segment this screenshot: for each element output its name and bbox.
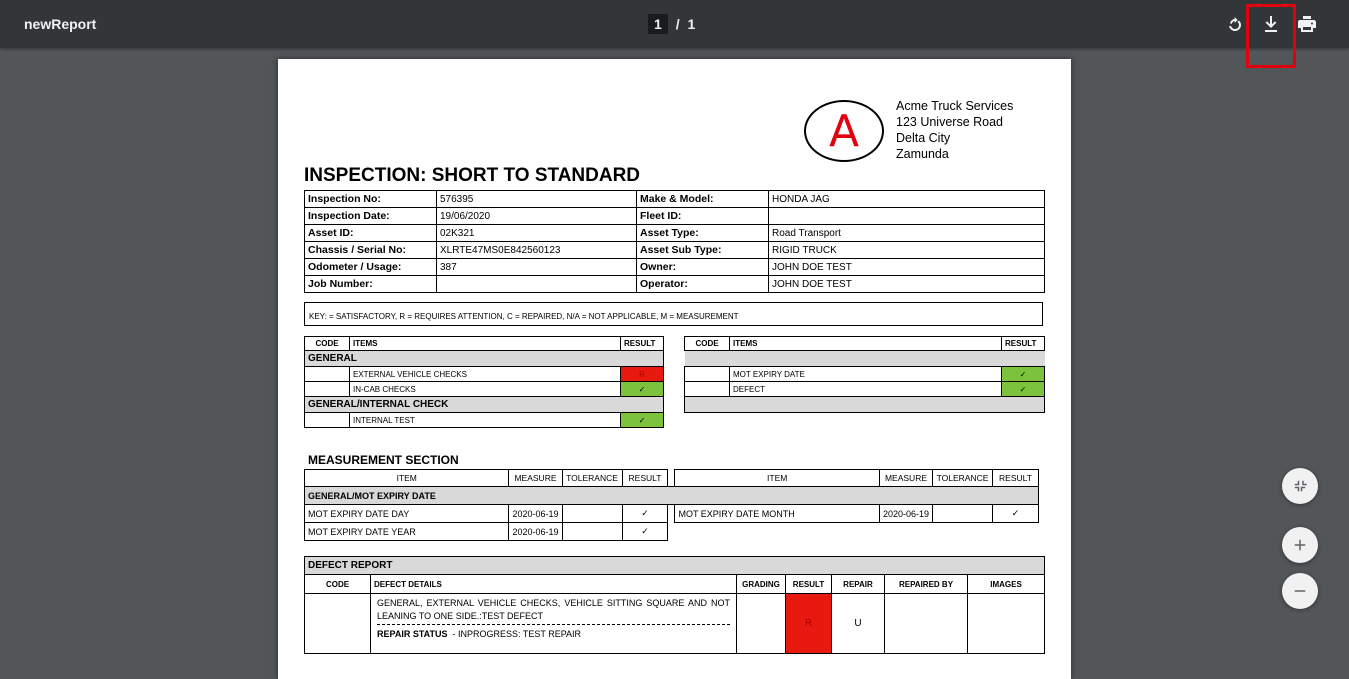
code-header: CODE <box>685 337 730 351</box>
info-label: Job Number: <box>305 276 437 293</box>
defect-row <box>305 594 1045 654</box>
page-indicator <box>648 14 695 34</box>
company-country: Zamunda <box>896 147 949 161</box>
result-cell: ✓ <box>1002 382 1045 397</box>
checks-table-left <box>304 336 664 428</box>
viewer-toolbar <box>0 0 1349 48</box>
result-cell: R <box>621 367 664 382</box>
measurement-title: MEASUREMENT SECTION <box>308 453 459 467</box>
info-value: 19/06/2020 <box>437 208 637 225</box>
defect-result-cell: R <box>786 594 832 654</box>
code-header: CODE <box>305 337 350 351</box>
info-label: Asset Sub Type: <box>637 242 769 259</box>
info-label: Odometer / Usage: <box>305 259 437 276</box>
page-separator: / <box>675 16 680 32</box>
table-row: MOT EXPIRY DATE YEAR 2020-06-19 ✓ <box>305 523 1039 541</box>
download-highlight-box <box>1246 4 1296 68</box>
current-page-input[interactable]: 1 <box>648 14 668 34</box>
info-value: 387 <box>437 259 637 276</box>
info-row <box>305 276 1045 293</box>
company-logo <box>804 100 884 162</box>
repair-status-value: - INPROGRESS: TEST REPAIR <box>452 629 582 639</box>
info-value <box>437 276 637 293</box>
defect-details <box>371 594 737 654</box>
measurement-group: GENERAL/MOT EXPIRY DATE <box>305 487 1039 505</box>
info-value: HONDA JAG <box>769 191 1045 208</box>
repair-status-label: REPAIR STATUS <box>377 629 448 639</box>
section-internal: GENERAL/INTERNAL CHECK <box>305 397 664 413</box>
info-value <box>769 208 1045 225</box>
table-row: IN-CAB CHECKS ✓ <box>305 382 664 397</box>
info-label: Asset ID: <box>305 225 437 242</box>
zoom-in-icon <box>1291 536 1309 554</box>
table-row: EXTERNAL VEHICLE CHECKS R <box>305 367 664 382</box>
checks-table-right <box>684 336 1045 413</box>
table-row: MOT EXPIRY DATE DAY 2020-06-19 ✓ MOT EXPIRY DATE MONTH 2020-06-19 ✓ <box>305 505 1039 523</box>
result-header: RESULT <box>621 337 664 351</box>
defect-report-title: DEFECT REPORT <box>305 557 1045 575</box>
table-row: DEFECT ✓ <box>685 382 1045 397</box>
report-page <box>278 59 1071 679</box>
company-address <box>896 98 1013 162</box>
zoom-out-icon <box>1291 582 1309 600</box>
inspection-info-table <box>304 190 1045 293</box>
fit-page-button[interactable] <box>1282 468 1318 504</box>
info-row <box>305 259 1045 276</box>
total-pages: 1 <box>687 16 696 32</box>
table-row: MOT EXPIRY DATE ✓ <box>685 367 1045 382</box>
result-key: KEY: = SATISFACTORY, R = REQUIRES ATTENTION, C = REPAIRED, N/A = NOT APPLICABLE, M = MEASUREMENT <box>304 302 1043 326</box>
info-value: RIGID TRUCK <box>769 242 1045 259</box>
report-heading: INSPECTION: SHORT TO STANDARD <box>304 165 641 186</box>
measurement-table: ITEM MEASURE TOLERANCE RESULT ITEM MEASURE TOLERANCE RESULT GENERAL/MOT EXPIRY DATE MOT EXPIRY DATE DAY 2020-06-19 ✓ MOT EXPIRY DATE MONTH 2020-06-19 ✓ MOT EXPIRY DATE YEAR 2020-06-19 ✓ <box>304 469 1039 541</box>
info-value: 576395 <box>437 191 637 208</box>
info-label: Asset Type: <box>637 225 769 242</box>
company-city: Delta City <box>896 131 951 145</box>
info-label: Inspection Date: <box>305 208 437 225</box>
print-icon[interactable] <box>1295 12 1319 36</box>
info-label: Fleet ID: <box>637 208 769 225</box>
info-value: JOHN DOE TEST <box>769 259 1045 276</box>
rotate-icon[interactable] <box>1223 12 1247 36</box>
info-value: 02K321 <box>437 225 637 242</box>
defect-description: GENERAL, EXTERNAL VEHICLE CHECKS, VEHICLE SITTING SQUARE AND NOT LEANING TO ONE SIDE.:TEST DEFECT <box>377 598 730 621</box>
result-cell: ✓ <box>621 382 664 397</box>
info-label: Operator: <box>637 276 769 293</box>
info-value: Road Transport <box>769 225 1045 242</box>
info-label: Owner: <box>637 259 769 276</box>
items-header: ITEMS <box>350 337 621 351</box>
result-cell: ✓ <box>1002 367 1045 382</box>
table-row: INTERNAL TEST ✓ <box>305 413 664 428</box>
repair-code: U <box>832 594 885 654</box>
info-label: Chassis / Serial No: <box>305 242 437 259</box>
company-street: 123 Universe Road <box>896 115 1004 129</box>
result-cell: ✓ <box>621 413 664 428</box>
info-value: XLRTE47MS0E842560123 <box>437 242 637 259</box>
items-header: ITEMS <box>730 337 1002 351</box>
result-header: RESULT <box>1002 337 1045 351</box>
info-value: JOHN DOE TEST <box>769 276 1045 293</box>
info-label: Make & Model: <box>637 191 769 208</box>
info-row <box>305 208 1045 225</box>
company-name: Acme Truck Services <box>896 99 1014 113</box>
fit-page-icon <box>1291 477 1309 495</box>
info-row <box>305 225 1045 242</box>
defect-report-table: DEFECT REPORT CODE DEFECT DETAILS GRADING RESULT REPAIR REPAIRED BY IMAGES GENERAL, EXTERNAL VEHICLE CHECKS, VEHICLE SITTING SQUARE AND NOT LEANING TO ONE SIDE.:TEST DEFECT REPAIR STATUS - INPROGRESS: TEST REPAIR R U <box>304 556 1045 654</box>
zoom-in-button[interactable] <box>1282 527 1318 563</box>
info-row <box>305 242 1045 259</box>
info-row <box>305 191 1045 208</box>
info-label: Inspection No: <box>305 191 437 208</box>
zoom-out-button[interactable] <box>1282 573 1318 609</box>
logo-letter: A <box>828 105 860 157</box>
section-general: GENERAL <box>305 351 664 367</box>
document-title: newReport <box>24 16 97 32</box>
